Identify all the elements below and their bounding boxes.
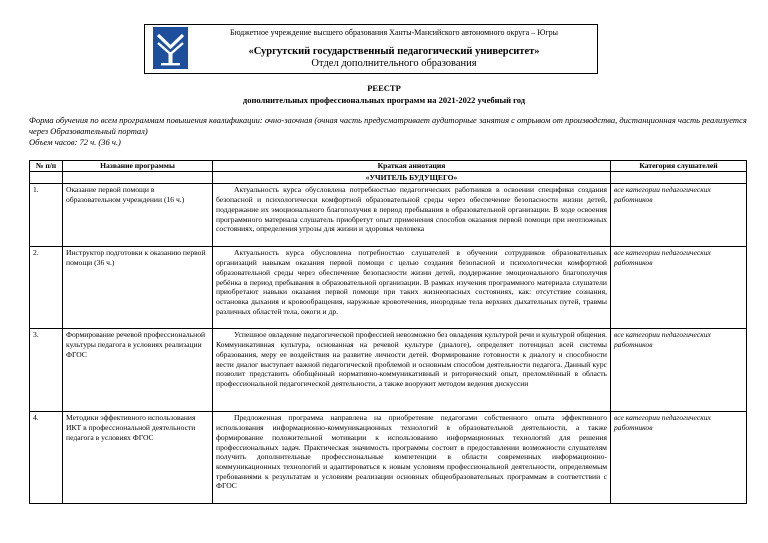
program-name: Инструктор подготовки к оказанию первой помощи (36 ч.) [63, 247, 213, 329]
program-name: Оказание первой помощи в образовательном учреждении (16 ч.) [63, 184, 213, 247]
program-name: Методики эффективного использования ИКТ в профессиональной деятельности педагога в условиях ФГОС [63, 412, 213, 504]
registry-subtitle: дополнительных профессиональных программ на 2021-2022 учебный год [242, 95, 526, 105]
row-number: 4. [30, 412, 63, 504]
section-row [30, 171, 747, 184]
header-name: Название программы [63, 161, 213, 172]
registry-title: РЕЕСТР [367, 83, 401, 93]
annotation-text: Актуальность курса обусловлена потребностью педагогических работников в освоении специфики создания безопасной и психологически комфортной образовательной среды через обеспечение безопасности жизни детей, поддержание их эмоционального благополучия в период пребывания в образовательной организации. В ходе освоения программного материала слушатель приобретут опыт применения способов оказания первой помощи при неотложных состояниях, определения угрозы для жизни и здоровья человека [216, 185, 607, 234]
table-row [30, 412, 747, 504]
annotation-text: Предложенная программа направлена на приобретение педагогами собственного опыта эффективного использования информационно-коммуникационных технологий в образовательной деятельности, а также формирование положительной мотивации к использованию информационных технологий для решения профессиональных задач. Практическая значимость программы состоит в предоставлении возможности слушателям получить дополнительные профессиональные компетенции в области современных информационно-коммуникационных технологий и адаптироваться к новым условиям профессиональной деятельности, определяемым требованиями к результатам и условиям реализации основных общеобразовательных программам в соответствии с ФГОС [216, 413, 607, 491]
listener-category: все категории педагогических работников [611, 184, 747, 247]
listener-category: все категории педагогических работников [611, 247, 747, 329]
row-number: 2. [30, 247, 63, 329]
section-empty-cell [611, 171, 747, 184]
table-row [30, 184, 747, 247]
programs-table [29, 160, 747, 504]
university-logo-icon [153, 27, 188, 69]
section-empty-cell [30, 171, 63, 184]
department-name: Отдел дополнительного образования [311, 58, 477, 69]
annotation-text: Актуальность курса обусловлена потребностью слушателей в обучении сотрудников образовательных организаций навыкам оказания первой помощи с целью создания безопасной и психологически комфортной образовательной среды через обеспечение безопасности жизни детей, поддержание эмоционального благополучия ребёнка в период пребывания в образовательной организации. В рамках изучения программного материала слушатели приобретают навыки оказания первой помощи при таких жизнеопасных состояниях, как: отсутствие сознания, остановка дыхания и кровообращения, наружные кровотечения, инородные тела верхних дыхательных путей, травмы различных областей тела, ожоги и др. [216, 248, 607, 316]
org-line: Бюджетное учреждение высшего образования Ханты-Мансийского автономного округа – Югры [229, 28, 559, 37]
header-category: Категория слушателей [611, 161, 747, 172]
row-number: 3. [30, 329, 63, 412]
header-annotation: Краткая аннотация [213, 161, 611, 172]
university-name: «Сургутский государственный педагогический университет» [248, 46, 540, 57]
section-empty-cell [63, 171, 213, 184]
program-annotation [213, 329, 611, 412]
listener-category: все категории педагогических работников [611, 329, 747, 412]
header-num: № п/п [30, 161, 63, 172]
annotation-text: Успешное овладение педагогической профессией невозможно без овладения культурой речи и культурой общения. Коммуникативная культура, основанная на речевой культуре (диалоге), определяет потенциал всей системы образования, меру ее воздействия на развитие личности детей. Формирование готовности к диалогу и способности вести диалог выступает важной педагогической проблемой и основным способом деятельности педагога. Данный курс позволит представить обобщённый нормативно-коммуникативный и риторический опыт, преломлённый в область профессиональной педагогической деятельности, а также вооружит методом ведения дискуссии [216, 330, 607, 388]
volume-note: Объем часов: 72 ч. (36 ч.) [29, 137, 121, 147]
table-row [30, 329, 747, 412]
section-title: «УЧИТЕЛЬ БУДУЩЕГО» [213, 171, 611, 184]
table-row [30, 247, 747, 329]
listener-category: все категории педагогических работников [611, 412, 747, 504]
program-annotation [213, 184, 611, 247]
program-annotation [213, 247, 611, 329]
row-number: 1. [30, 184, 63, 247]
table-header-row [30, 161, 747, 172]
form-note: Форма обучения по всем программам повышения квалификации: очно-заочная (очная часть предусматривает аудиторные занятия с отрывом от производства, дистанционная часть реализуется через Образовательный портал) [29, 115, 747, 136]
program-annotation [213, 412, 611, 504]
program-name: Формирование речевой профессиональной культуры педагога в условиях реализации ФГОС [63, 329, 213, 412]
